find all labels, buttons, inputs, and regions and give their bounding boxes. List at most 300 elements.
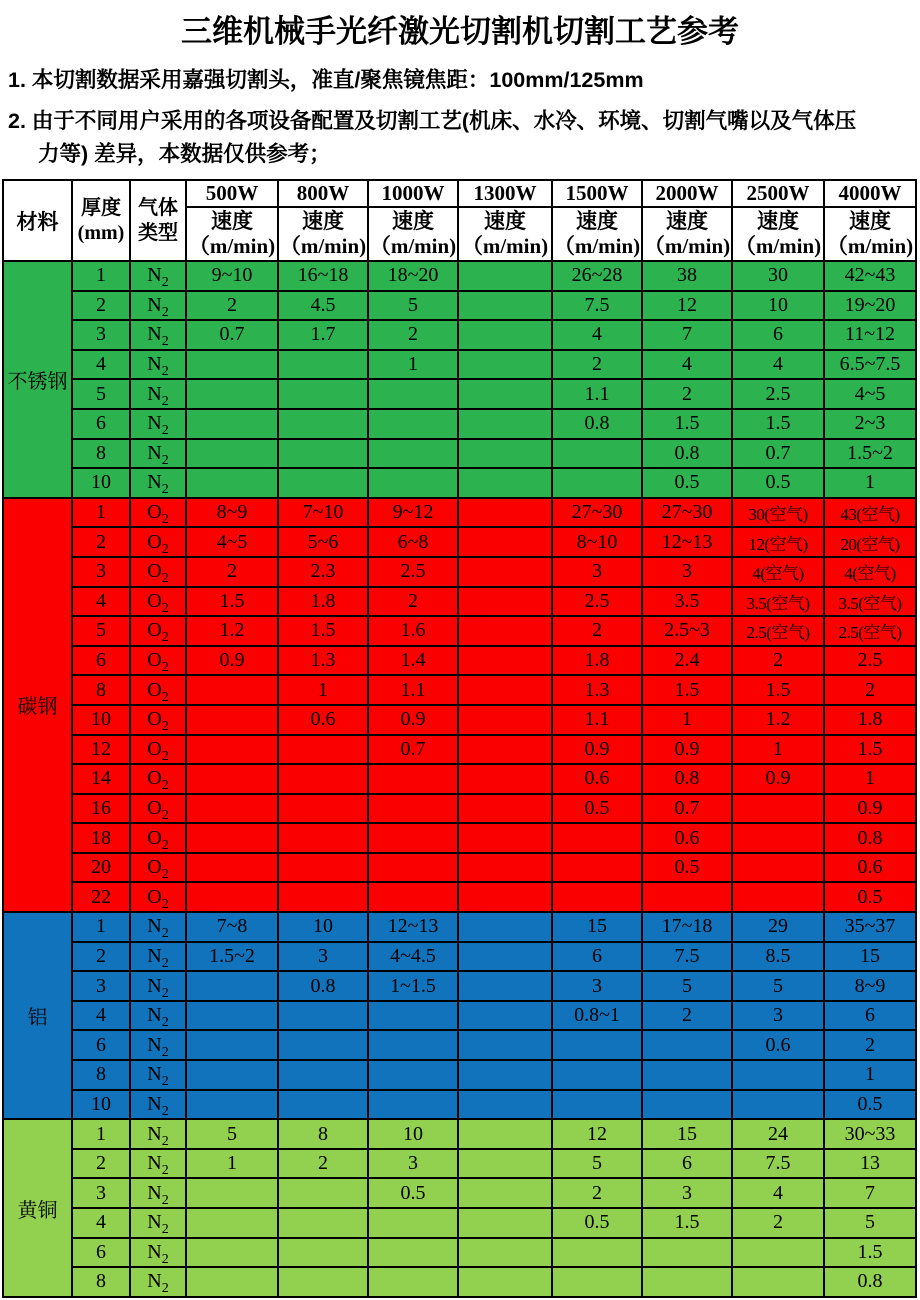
speed-cell xyxy=(458,616,552,646)
speed-cell xyxy=(552,439,642,469)
data-row xyxy=(3,261,916,291)
speed-cell xyxy=(458,498,552,528)
gas-subscript: 2 xyxy=(161,689,169,705)
speed-cell xyxy=(458,1030,552,1060)
speed-cell: 6 xyxy=(552,942,642,972)
speed-cell: 29 xyxy=(732,912,824,942)
speed-cell xyxy=(458,1238,552,1268)
gas-cell: $O_2$ xyxy=(130,705,186,735)
speed-cell: 1~1.5 xyxy=(368,971,458,1001)
gas-column-header xyxy=(130,180,186,261)
gas-cell: $N_2$ xyxy=(130,1238,186,1268)
speed-cell xyxy=(368,1208,458,1238)
speed-cell: 15 xyxy=(552,912,642,942)
speed-cell xyxy=(278,1267,368,1297)
speed-cell: 17~18 xyxy=(642,912,732,942)
speed-cell xyxy=(458,468,552,498)
speed-cell xyxy=(732,794,824,824)
thickness-cell: 10 xyxy=(72,705,130,735)
speed-cell: 9~12 xyxy=(368,498,458,528)
speed-cell: 11~12 xyxy=(824,320,916,350)
gas-cell: $N_2$ xyxy=(130,942,186,972)
speed-cell xyxy=(552,1238,642,1268)
speed-cell: 0.8 xyxy=(552,409,642,439)
power-header-1300w: 1300W xyxy=(458,180,552,207)
speed-cell xyxy=(732,1090,824,1120)
notes-block xyxy=(8,64,916,171)
data-row xyxy=(3,350,916,380)
speed-cell xyxy=(368,379,458,409)
speed-cell: 2 xyxy=(368,587,458,617)
speed-cell xyxy=(278,882,368,912)
speed-cell: 4 xyxy=(732,350,824,380)
speed-cell: 1.8 xyxy=(278,587,368,617)
speed-cell xyxy=(458,291,552,321)
gas-subscript: 2 xyxy=(161,630,169,646)
speed-cell xyxy=(278,735,368,765)
speed-unit: （m/min) xyxy=(461,234,549,258)
speed-cell xyxy=(458,587,552,617)
speed-cell: 9~10 xyxy=(186,261,278,291)
cutting-parameters-table xyxy=(2,179,917,1298)
speed-cell: 1.8 xyxy=(824,705,916,735)
speed-cell: 0.5 xyxy=(732,468,824,498)
speed-cell xyxy=(368,882,458,912)
speed-cell: 5 xyxy=(824,1208,916,1238)
speed-cell xyxy=(552,1060,642,1090)
thickness-cell: 8 xyxy=(72,439,130,469)
speed-cell: 1.5 xyxy=(642,409,732,439)
speed-cell: 24 xyxy=(732,1119,824,1149)
data-row xyxy=(3,468,916,498)
speed-cell: 0.8 xyxy=(642,764,732,794)
speed-cell xyxy=(732,1060,824,1090)
speed-cell xyxy=(732,823,824,853)
thickness-cell: 4 xyxy=(72,350,130,380)
speed-cell xyxy=(642,1060,732,1090)
data-row xyxy=(3,1178,916,1208)
speed-cell: 0.8~1 xyxy=(552,1001,642,1031)
thickness-column-header xyxy=(72,180,130,261)
gas-cell: $O_2$ xyxy=(130,675,186,705)
speed-cell xyxy=(458,1001,552,1031)
gas-cell: $N_2$ xyxy=(130,291,186,321)
speed-cell: 0.9 xyxy=(552,735,642,765)
gas-subscript: 2 xyxy=(161,1222,169,1238)
speed-cell xyxy=(186,439,278,469)
speed-cell: 1.5 xyxy=(278,616,368,646)
thickness-cell: 8 xyxy=(72,675,130,705)
material-cell: 碳钢 xyxy=(3,498,72,912)
speed-cell: 1.1 xyxy=(552,379,642,409)
thickness-cell: 2 xyxy=(72,291,130,321)
speed-cell xyxy=(458,882,552,912)
speed-cell: 2 xyxy=(552,616,642,646)
speed-cell xyxy=(278,1090,368,1120)
data-row xyxy=(3,1090,916,1120)
speed-cell: 2.5(空气) xyxy=(732,616,824,646)
speed-cell xyxy=(278,1030,368,1060)
speed-cell xyxy=(368,1267,458,1297)
data-row xyxy=(3,705,916,735)
gas-subscript: 2 xyxy=(161,541,169,557)
gas-subscript: 2 xyxy=(161,482,169,498)
speed-cell xyxy=(278,1208,368,1238)
speed-cell xyxy=(278,1001,368,1031)
data-row xyxy=(3,764,916,794)
speed-cell xyxy=(186,1178,278,1208)
speed-cell: 3 xyxy=(552,557,642,587)
speed-cell xyxy=(458,1267,552,1297)
speed-cell: 7~10 xyxy=(278,498,368,528)
speed-header xyxy=(642,207,732,261)
speed-cell: 3 xyxy=(642,1178,732,1208)
speed-label: 速度 xyxy=(757,209,799,233)
note-2 xyxy=(8,105,916,171)
speed-cell: 2.5(空气) xyxy=(824,616,916,646)
speed-cell: 5 xyxy=(552,1149,642,1179)
speed-header xyxy=(824,207,916,261)
data-row xyxy=(3,587,916,617)
data-row xyxy=(3,1119,916,1149)
speed-cell: 3.5 xyxy=(642,587,732,617)
thickness-cell: 5 xyxy=(72,379,130,409)
speed-cell: 2.5~3 xyxy=(642,616,732,646)
material-column-header: 材料 xyxy=(3,180,72,261)
speed-cell xyxy=(368,468,458,498)
speed-unit: （m/min) xyxy=(369,234,457,258)
speed-cell: 2 xyxy=(186,291,278,321)
speed-cell xyxy=(368,1238,458,1268)
speed-cell xyxy=(278,409,368,439)
speed-cell: 2.5 xyxy=(732,379,824,409)
speed-cell xyxy=(368,409,458,439)
speed-cell xyxy=(458,646,552,676)
data-row xyxy=(3,794,916,824)
speed-cell xyxy=(278,439,368,469)
speed-cell xyxy=(278,468,368,498)
speed-cell xyxy=(186,882,278,912)
speed-unit: （m/min) xyxy=(734,234,822,258)
speed-cell: 4 xyxy=(552,320,642,350)
speed-cell: 1.5 xyxy=(186,587,278,617)
speed-cell xyxy=(642,882,732,912)
speed-cell xyxy=(186,1030,278,1060)
speed-cell xyxy=(458,350,552,380)
speed-cell: 1.4 xyxy=(368,646,458,676)
speed-cell xyxy=(458,527,552,557)
gas-subscript: 2 xyxy=(161,1133,169,1149)
speed-cell xyxy=(278,853,368,883)
speed-cell xyxy=(458,261,552,291)
speed-cell: 8~9 xyxy=(824,971,916,1001)
speed-cell: 1.8 xyxy=(552,646,642,676)
speed-cell: 1.5 xyxy=(732,409,824,439)
gas-subscript: 2 xyxy=(161,1163,169,1179)
gas-subscript: 2 xyxy=(161,571,169,587)
speed-cell: 1.6 xyxy=(368,616,458,646)
speed-cell: 12 xyxy=(642,291,732,321)
note-2-line-2: 力等) 差异，本数据仅供参考； xyxy=(38,142,331,166)
speed-cell xyxy=(458,794,552,824)
speed-cell xyxy=(458,409,552,439)
gas-cell: $O_2$ xyxy=(130,853,186,883)
speed-cell: 5 xyxy=(642,971,732,1001)
speed-cell xyxy=(458,1149,552,1179)
gas-subscript: 2 xyxy=(161,393,169,409)
speed-cell: 1.5 xyxy=(824,735,916,765)
speed-cell: 0.9 xyxy=(732,764,824,794)
data-row xyxy=(3,942,916,972)
speed-cell: 2.3 xyxy=(278,557,368,587)
gas-subscript: 2 xyxy=(161,926,169,942)
speed-cell: 0.6 xyxy=(278,705,368,735)
speed-cell: 0.9 xyxy=(368,705,458,735)
speed-cell xyxy=(186,971,278,1001)
speed-cell: 4.5 xyxy=(278,291,368,321)
speed-cell: 2 xyxy=(552,350,642,380)
data-row xyxy=(3,379,916,409)
speed-label: 速度 xyxy=(666,209,708,233)
speed-cell: 42~43 xyxy=(824,261,916,291)
speed-cell: 0.6 xyxy=(732,1030,824,1060)
speed-cell xyxy=(278,823,368,853)
speed-cell: 0.7 xyxy=(186,320,278,350)
speed-cell: 27~30 xyxy=(552,498,642,528)
speed-header xyxy=(732,207,824,261)
speed-cell: 2 xyxy=(642,1001,732,1031)
gas-cell: $O_2$ xyxy=(130,882,186,912)
note-1-line-1: 1. 本切割数据采用嘉强切割头，准直/聚焦镜焦距：100mm/125mm xyxy=(8,68,644,92)
thickness-cell: 1 xyxy=(72,498,130,528)
speed-cell: 0.5 xyxy=(552,794,642,824)
data-row xyxy=(3,1267,916,1297)
speed-cell xyxy=(458,853,552,883)
gas-cell: $N_2$ xyxy=(130,350,186,380)
data-row xyxy=(3,912,916,942)
speed-cell xyxy=(186,1208,278,1238)
speed-cell: 0.5 xyxy=(642,853,732,883)
gas-subscript: 2 xyxy=(161,364,169,380)
speed-cell xyxy=(732,882,824,912)
gas-cell: $O_2$ xyxy=(130,735,186,765)
speed-cell xyxy=(732,853,824,883)
speed-header xyxy=(186,207,278,261)
data-row xyxy=(3,823,916,853)
speed-cell xyxy=(458,320,552,350)
speed-cell xyxy=(368,853,458,883)
speed-unit: （m/min) xyxy=(188,234,276,258)
speed-cell: 0.7 xyxy=(368,735,458,765)
speed-cell: 1.5 xyxy=(732,675,824,705)
gas-subscript: 2 xyxy=(161,512,169,528)
speed-cell: 1.5~2 xyxy=(824,439,916,469)
speed-cell: 8 xyxy=(278,1119,368,1149)
power-header-800w: 800W xyxy=(278,180,368,207)
gas-cell: $O_2$ xyxy=(130,823,186,853)
speed-cell: 6 xyxy=(824,1001,916,1031)
gas-cell: $N_2$ xyxy=(130,1090,186,1120)
speed-cell xyxy=(186,675,278,705)
speed-cell xyxy=(278,794,368,824)
thickness-unit: (mm) xyxy=(77,221,125,244)
speed-cell: 2~3 xyxy=(824,409,916,439)
speed-cell: 1 xyxy=(824,764,916,794)
speed-cell: 19~20 xyxy=(824,291,916,321)
speed-cell xyxy=(368,1060,458,1090)
speed-cell: 7.5 xyxy=(642,942,732,972)
speed-cell xyxy=(458,1090,552,1120)
speed-cell: 1.2 xyxy=(186,616,278,646)
gas-subscript: 2 xyxy=(161,748,169,764)
speed-cell xyxy=(458,1208,552,1238)
data-row xyxy=(3,735,916,765)
thickness-label: 厚度 xyxy=(81,196,121,219)
speed-cell xyxy=(458,912,552,942)
thickness-cell: 8 xyxy=(72,1060,130,1090)
gas-subscript: 2 xyxy=(161,1015,169,1031)
speed-cell: 1 xyxy=(824,1060,916,1090)
data-row xyxy=(3,882,916,912)
gas-cell: $N_2$ xyxy=(130,379,186,409)
speed-cell: 2 xyxy=(368,320,458,350)
speed-cell xyxy=(186,853,278,883)
speed-cell xyxy=(458,735,552,765)
speed-label: 速度 xyxy=(849,209,891,233)
speed-cell xyxy=(368,794,458,824)
thickness-cell: 6 xyxy=(72,1030,130,1060)
gas-cell: $N_2$ xyxy=(130,261,186,291)
gas-cell: $N_2$ xyxy=(130,1001,186,1031)
speed-cell: 1.2 xyxy=(732,705,824,735)
power-header-4000w: 4000W xyxy=(824,180,916,207)
data-row xyxy=(3,1238,916,1268)
speed-cell xyxy=(186,1267,278,1297)
speed-cell: 0.8 xyxy=(824,1267,916,1297)
gas-cell: $N_2$ xyxy=(130,1267,186,1297)
gas-cell: $N_2$ xyxy=(130,1208,186,1238)
speed-cell: 1.7 xyxy=(278,320,368,350)
speed-cell: 5 xyxy=(368,291,458,321)
speed-cell xyxy=(732,1238,824,1268)
gas-subscript: 2 xyxy=(161,1251,169,1267)
gas-cell: $N_2$ xyxy=(130,912,186,942)
data-row xyxy=(3,320,916,350)
speed-cell: 2 xyxy=(186,557,278,587)
speed-cell: 30~33 xyxy=(824,1119,916,1149)
gas-cell: $N_2$ xyxy=(130,409,186,439)
gas-subscript: 2 xyxy=(161,807,169,823)
gas-subscript: 2 xyxy=(161,600,169,616)
speed-cell xyxy=(368,439,458,469)
speed-unit: （m/min) xyxy=(279,234,367,258)
data-row xyxy=(3,527,916,557)
gas-subscript: 2 xyxy=(161,985,169,1001)
speed-cell: 5~6 xyxy=(278,527,368,557)
power-header-500w: 500W xyxy=(186,180,278,207)
gas-subscript: 2 xyxy=(161,1281,169,1297)
speed-cell xyxy=(368,1001,458,1031)
speed-cell: 1 xyxy=(368,350,458,380)
thickness-cell: 6 xyxy=(72,1238,130,1268)
gas-subscript: 2 xyxy=(161,304,169,320)
speed-cell: 8~9 xyxy=(186,498,278,528)
speed-cell: 0.8 xyxy=(278,971,368,1001)
thickness-cell: 2 xyxy=(72,527,130,557)
speed-cell: 0.9 xyxy=(186,646,278,676)
speed-cell: 16~18 xyxy=(278,261,368,291)
speed-cell: 0.8 xyxy=(824,823,916,853)
page-title: 三维机械手光纤激光切割机切割工艺参考 xyxy=(181,14,739,49)
speed-cell xyxy=(458,823,552,853)
thickness-cell: 2 xyxy=(72,942,130,972)
speed-cell: 7.5 xyxy=(732,1149,824,1179)
speed-cell: 3 xyxy=(732,1001,824,1031)
data-row xyxy=(3,291,916,321)
speed-label: 速度 xyxy=(302,209,344,233)
speed-cell xyxy=(458,1060,552,1090)
speed-cell: 1.3 xyxy=(278,646,368,676)
thickness-cell: 8 xyxy=(72,1267,130,1297)
thickness-cell: 2 xyxy=(72,1149,130,1179)
speed-cell: 2 xyxy=(732,1208,824,1238)
speed-cell: 43(空气) xyxy=(824,498,916,528)
material-cell: 铝 xyxy=(3,912,72,1119)
speed-cell: 1 xyxy=(824,468,916,498)
data-row xyxy=(3,557,916,587)
gas-type-label: 类型 xyxy=(138,221,178,244)
note-1 xyxy=(8,64,916,97)
speed-cell xyxy=(186,379,278,409)
power-header-2000w: 2000W xyxy=(642,180,732,207)
thickness-cell: 20 xyxy=(72,853,130,883)
speed-cell: 12 xyxy=(552,1119,642,1149)
speed-cell: 4 xyxy=(732,1178,824,1208)
speed-cell: 2 xyxy=(824,675,916,705)
gas-subscript: 2 xyxy=(161,275,169,291)
speed-cell: 3 xyxy=(368,1149,458,1179)
speed-cell: 0.9 xyxy=(824,794,916,824)
speed-cell xyxy=(458,1178,552,1208)
data-row xyxy=(3,1060,916,1090)
speed-cell: 13 xyxy=(824,1149,916,1179)
speed-cell xyxy=(368,1030,458,1060)
data-row xyxy=(3,646,916,676)
thickness-cell: 10 xyxy=(72,468,130,498)
thickness-cell: 4 xyxy=(72,1208,130,1238)
speed-unit: （m/min) xyxy=(826,234,914,258)
speed-cell xyxy=(186,794,278,824)
speed-cell xyxy=(186,1238,278,1268)
speed-cell: 0.6 xyxy=(552,764,642,794)
gas-subscript: 2 xyxy=(161,778,169,794)
speed-cell xyxy=(186,764,278,794)
speed-cell: 1.5~2 xyxy=(186,942,278,972)
speed-cell xyxy=(186,409,278,439)
data-row xyxy=(3,1030,916,1060)
speed-cell xyxy=(732,1267,824,1297)
thickness-cell: 3 xyxy=(72,971,130,1001)
speed-cell: 7.5 xyxy=(552,291,642,321)
speed-cell: 1 xyxy=(642,705,732,735)
speed-cell xyxy=(552,882,642,912)
speed-label: 速度 xyxy=(392,209,434,233)
gas-cell: $O_2$ xyxy=(130,527,186,557)
gas-cell: $O_2$ xyxy=(130,557,186,587)
gas-subscript: 2 xyxy=(161,1044,169,1060)
speed-cell: 7~8 xyxy=(186,912,278,942)
speed-cell: 2 xyxy=(278,1149,368,1179)
